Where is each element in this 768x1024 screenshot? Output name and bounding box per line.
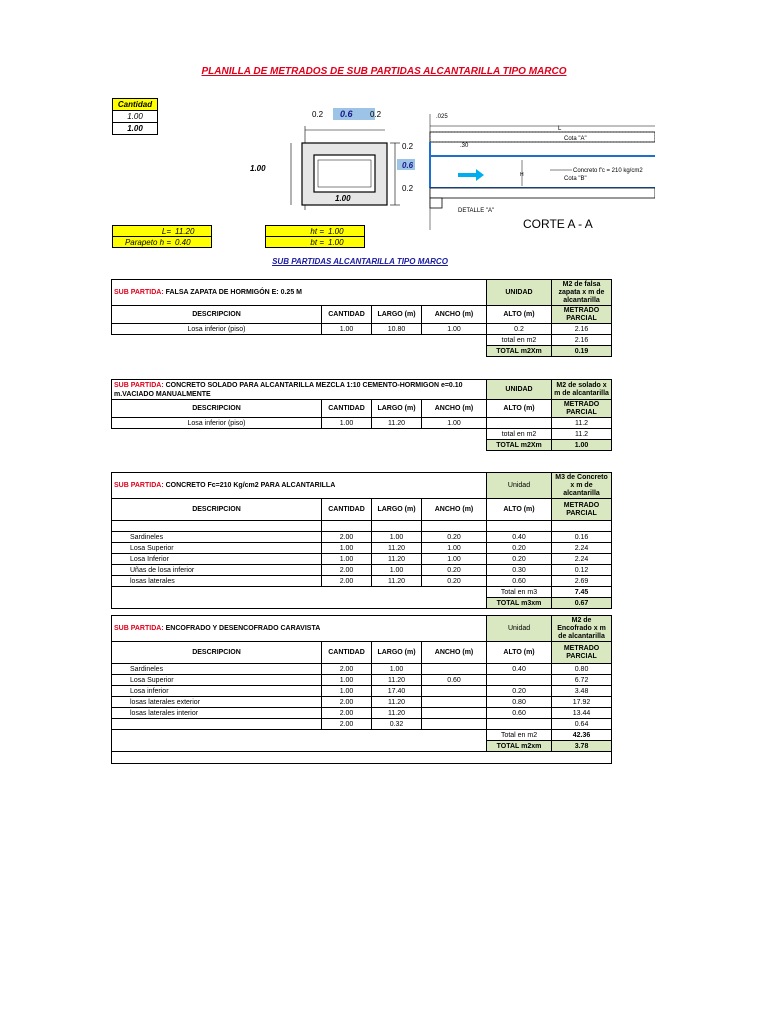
sec4-unidad: Unidad xyxy=(487,616,552,642)
cell-metrado: 11.2 xyxy=(552,418,612,429)
sec1-unit-desc: M2 de falsa zapata x m de alcantarilla xyxy=(552,280,612,306)
concrete-label: Concreto f'c = 210 kg/cm2 xyxy=(573,168,643,174)
cell-alto: 0.2 xyxy=(487,324,552,335)
cell-desc: losas laterales interior xyxy=(112,708,322,719)
sec1-header-largo: LARGO (m) xyxy=(372,306,422,324)
dim-30: .30 xyxy=(460,143,469,149)
sec2-header-metrado: METRADO PARCIAL xyxy=(552,400,612,418)
page-title: PLANILLA DE METRADOS DE SUB PARTIDAS ALCANTARILLA TIPO MARCO xyxy=(201,66,567,77)
table-row xyxy=(112,664,612,675)
section-solado xyxy=(111,379,612,451)
cell-largo: 11.20 xyxy=(372,708,422,719)
table-row xyxy=(112,719,612,730)
params-right xyxy=(265,225,365,248)
sec4-grand: 3.78 xyxy=(552,741,612,752)
sec2-header-alto: ALTO (m) xyxy=(487,400,552,418)
sec3-header-largo: LARGO (m) xyxy=(372,499,422,521)
cell-largo: 11.20 xyxy=(372,543,422,554)
cell-ancho xyxy=(422,664,487,675)
cell-desc: Uñas de losa inferior xyxy=(112,565,322,576)
dim-height: 1.00 xyxy=(250,164,266,173)
cell-alto: 0.40 xyxy=(487,664,552,675)
culvert-drawing xyxy=(230,100,655,235)
cell-alto: 0.60 xyxy=(487,576,552,587)
cell-desc: losas laterales xyxy=(112,576,322,587)
cell-cantidad: 1.00 xyxy=(322,324,372,335)
cell-alto xyxy=(487,418,552,429)
sec2-header-cantidad: CANTIDAD xyxy=(322,400,372,418)
cota-b-label: Cota "B" xyxy=(564,176,587,182)
sec3-grand-label: TOTAL m3xm xyxy=(487,598,552,609)
dim-025: .025 xyxy=(436,114,448,120)
sec4-header-metrado: METRADO PARCIAL xyxy=(552,642,612,664)
sec4-total-label: Total en m2 xyxy=(487,730,552,741)
sec1-total-label: total en m2 xyxy=(487,335,552,346)
sec2-header-ancho: ANCHO (m) xyxy=(422,400,487,418)
sec1-title: SUB PARTIDA: FALSA ZAPATA DE HORMIGÓN E: 0.25 M xyxy=(112,280,487,306)
cell-ancho xyxy=(422,719,487,730)
cell-metrado: 2.69 xyxy=(552,576,612,587)
param-l-label: L= xyxy=(113,226,174,237)
sec1-header-metrado: METRADO PARCIAL xyxy=(552,306,612,324)
cell-largo: 11.20 xyxy=(372,675,422,686)
table-row xyxy=(112,324,612,335)
sec3-total: 7.45 xyxy=(552,587,612,598)
sec1-header-desc: DESCRIPCION xyxy=(112,306,322,324)
top-slab xyxy=(430,132,655,142)
sec4-grand-label: TOTAL m2xm xyxy=(487,741,552,752)
sec1-grand-label: TOTAL m2Xm xyxy=(487,346,552,357)
table-row xyxy=(112,576,612,587)
sec2-total: 11.2 xyxy=(552,429,612,440)
table-row xyxy=(112,418,612,429)
cell-cantidad: 1.00 xyxy=(322,686,372,697)
table-row xyxy=(112,697,612,708)
sec4-header-alto: ALTO (m) xyxy=(487,642,552,664)
cell-largo: 0.32 xyxy=(372,719,422,730)
sec3-unidad: Unidad xyxy=(487,473,552,499)
sec3-grand: 0.67 xyxy=(552,598,612,609)
sec3-header-metrado: METRADO PARCIAL xyxy=(552,499,612,521)
cantidad-header: Cantidad xyxy=(113,99,158,111)
cell-alto: 0.20 xyxy=(487,554,552,565)
cell-largo: 1.00 xyxy=(372,565,422,576)
cell-largo: 10.80 xyxy=(372,324,422,335)
cell-alto xyxy=(487,675,552,686)
sec4-total: 42.36 xyxy=(552,730,612,741)
cell-desc: Sardineles xyxy=(112,664,322,675)
cell-cantidad: 2.00 xyxy=(322,576,372,587)
cell-cantidad: 2.00 xyxy=(322,719,372,730)
sec1-header-alto: ALTO (m) xyxy=(487,306,552,324)
param-bt-value: 1.00 xyxy=(326,237,365,248)
cell-largo: 1.00 xyxy=(372,664,422,675)
sec3-header-ancho: ANCHO (m) xyxy=(422,499,487,521)
sec4-header-desc: DESCRIPCION xyxy=(112,642,322,664)
cota-a-label: Cota "A" xyxy=(564,136,587,142)
flow-arrow-icon xyxy=(458,169,484,181)
sec2-title: SUB PARTIDA: CONCRETO SOLADO PARA ALCANTARILLA MEZCLA 1:10 CEMENTO-HORMIGON e=0.10 m.VACIADO MANUALMENTE xyxy=(112,380,487,400)
cell-largo: 11.20 xyxy=(372,576,422,587)
cell-alto: 0.80 xyxy=(487,697,552,708)
cell-cantidad: 1.00 xyxy=(322,554,372,565)
sec2-unit-desc: M2 de solado x m de alcantarilla xyxy=(552,380,612,400)
cell-largo: 1.00 xyxy=(372,532,422,543)
table-row xyxy=(112,686,612,697)
sec1-header-cantidad: CANTIDAD xyxy=(322,306,372,324)
cell-ancho: 1.00 xyxy=(422,543,487,554)
cell-desc: Sardineles xyxy=(112,532,322,543)
cell-desc xyxy=(112,719,322,730)
cantidad-box xyxy=(112,98,158,135)
cell-metrado: 13.44 xyxy=(552,708,612,719)
cell-ancho xyxy=(422,686,487,697)
cell-alto: 0.30 xyxy=(487,565,552,576)
cell-desc: Losa inferior xyxy=(112,686,322,697)
cell-ancho xyxy=(422,708,487,719)
sec2-grand: 1.00 xyxy=(552,440,612,451)
param-parapeto-value: 0.40 xyxy=(173,237,212,248)
dim-side-bot: 0.2 xyxy=(402,184,414,193)
cell-alto: 0.20 xyxy=(487,543,552,554)
section-falsa-zapata xyxy=(111,279,612,357)
param-ht-label: ht = xyxy=(266,226,327,237)
param-ht-value: 1.00 xyxy=(326,226,365,237)
dim-top-right: 0.2 xyxy=(370,110,382,119)
cell-desc: Losa Inferior xyxy=(112,554,322,565)
param-parapeto-label: Parapeto h = xyxy=(113,237,174,248)
sec1-unidad: UNIDAD xyxy=(487,280,552,306)
cell-ancho: 1.00 xyxy=(422,418,487,429)
cell-largo: 11.20 xyxy=(372,418,422,429)
cell-cantidad: 1.00 xyxy=(322,543,372,554)
cell-metrado: 0.16 xyxy=(552,532,612,543)
dim-top-mid: 0.6 xyxy=(340,109,353,119)
cell-desc: Losa Superior xyxy=(112,543,322,554)
dim-top-left: 0.2 xyxy=(312,110,324,119)
sec4-header-ancho: ANCHO (m) xyxy=(422,642,487,664)
sec1-header-ancho: ANCHO (m) xyxy=(422,306,487,324)
cell-alto: 0.60 xyxy=(487,708,552,719)
sec2-unidad: UNIDAD xyxy=(487,380,552,400)
cell-cantidad: 2.00 xyxy=(322,565,372,576)
cell-metrado: 6.72 xyxy=(552,675,612,686)
sec4-unit-desc: M2 de Encofrado x m de alcantarilla xyxy=(552,616,612,642)
table-row xyxy=(112,554,612,565)
cell-metrado: 0.64 xyxy=(552,719,612,730)
cell-cantidad: 2.00 xyxy=(322,532,372,543)
sec3-header-cantidad: CANTIDAD xyxy=(322,499,372,521)
cell-metrado: 2.24 xyxy=(552,554,612,565)
cell-ancho: 0.20 xyxy=(422,576,487,587)
cell-desc: Losa Superior xyxy=(112,675,322,686)
cell-ancho: 0.60 xyxy=(422,675,487,686)
cell-ancho: 0.20 xyxy=(422,565,487,576)
cell-ancho: 0.20 xyxy=(422,532,487,543)
param-bt-label: bt = xyxy=(266,237,327,248)
cell-largo: 11.20 xyxy=(372,697,422,708)
dim-side-top: 0.2 xyxy=(402,142,414,151)
table-row xyxy=(112,708,612,719)
cell-metrado: 0.12 xyxy=(552,565,612,576)
section-concreto xyxy=(111,472,612,609)
cell-desc: Losa inferior (piso) xyxy=(112,324,322,335)
cell-alto xyxy=(487,719,552,730)
sec3-unit-desc: M3 de Concreto x m de alcantarilla xyxy=(552,473,612,499)
dim-h: H xyxy=(520,172,524,178)
sec2-total-label: total en m2 xyxy=(487,429,552,440)
cell-metrado: 2.16 xyxy=(552,324,612,335)
cell-alto: 0.40 xyxy=(487,532,552,543)
dim-width: 1.00 xyxy=(335,194,351,203)
cell-desc: Losa inferior (piso) xyxy=(112,418,322,429)
cell-ancho: 1.00 xyxy=(422,324,487,335)
dim-side-mid: 0.6 xyxy=(402,161,414,170)
bottom-slab xyxy=(430,188,655,198)
sec2-header-largo: LARGO (m) xyxy=(372,400,422,418)
cell-cantidad: 1.00 xyxy=(322,675,372,686)
cell-largo: 17.40 xyxy=(372,686,422,697)
cell-ancho: 1.00 xyxy=(422,554,487,565)
cell-ancho xyxy=(422,697,487,708)
params-left xyxy=(112,225,212,248)
table-row xyxy=(112,543,612,554)
cell-cantidad: 2.00 xyxy=(322,697,372,708)
sec3-title: SUB PARTIDA: CONCRETO Fc=210 Kg/cm2 PARA ALCANTARILLA xyxy=(112,473,487,499)
sec2-header-desc: DESCRIPCION xyxy=(112,400,322,418)
section-encofrado xyxy=(111,615,612,764)
corte-label: CORTE A - A xyxy=(523,217,593,231)
cell-cantidad: 2.00 xyxy=(322,708,372,719)
sec1-total: 2.16 xyxy=(552,335,612,346)
table-row xyxy=(112,532,612,543)
sec3-header-alto: ALTO (m) xyxy=(487,499,552,521)
cell-cantidad: 2.00 xyxy=(322,664,372,675)
cell-metrado: 2.24 xyxy=(552,543,612,554)
cell-alto: 0.20 xyxy=(487,686,552,697)
cell-cantidad: 1.00 xyxy=(322,418,372,429)
dim-L: L xyxy=(558,126,562,132)
sec4-header-largo: LARGO (m) xyxy=(372,642,422,664)
sec1-grand: 0.19 xyxy=(552,346,612,357)
cell-desc: losas laterales exterior xyxy=(112,697,322,708)
cell-metrado: 3.48 xyxy=(552,686,612,697)
cell-metrado: 17.92 xyxy=(552,697,612,708)
cell-largo: 11.20 xyxy=(372,554,422,565)
cell-metrado: 0.80 xyxy=(552,664,612,675)
table-row xyxy=(112,675,612,686)
sec3-total-label: Total en m3 xyxy=(487,587,552,598)
sec3-header-desc: DESCRIPCION xyxy=(112,499,322,521)
detalle-label: DETALLE "A" xyxy=(458,208,495,214)
table-row xyxy=(112,565,612,576)
box-opening xyxy=(314,155,375,192)
param-l-value: 11.20 xyxy=(173,226,212,237)
cantidad-value-2: 1.00 xyxy=(113,123,158,135)
sec4-title: SUB PARTIDA: ENCOFRADO Y DESENCOFRADO CARAVISTA xyxy=(112,616,487,642)
sec4-header-cantidad: CANTIDAD xyxy=(322,642,372,664)
sec2-grand-label: TOTAL m2Xm xyxy=(487,440,552,451)
section-subtitle: SUB PARTIDAS ALCANTARILLA TIPO MARCO xyxy=(272,257,448,266)
cantidad-value-1: 1.00 xyxy=(113,111,158,123)
